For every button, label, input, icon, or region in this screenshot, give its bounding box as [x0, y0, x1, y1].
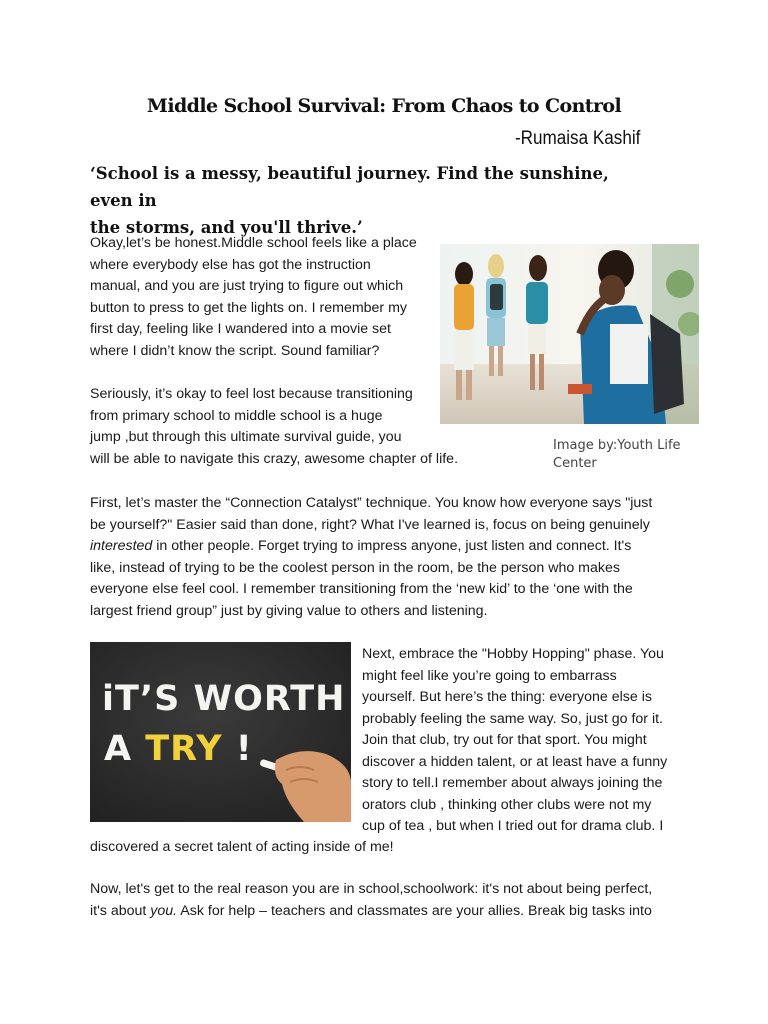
article-title: Middle School Survival: From Chaos to Control [146, 95, 622, 117]
text-line [90, 536, 675, 558]
text-line: be yourself?" Easier said than done, right? What I've learned is, focus on being genuinely [90, 516, 650, 533]
text-line: story to tell.I remember about always joining the [362, 775, 663, 791]
text-line: Seriously, it’s okay to feel lost because transitioning [90, 386, 413, 402]
pull-quote-line: ‘School is a messy, beautiful journey. Find the sunshine, even in [90, 164, 609, 210]
chalk-text-line1: iT’S WORTH [102, 679, 346, 719]
pull-quote [90, 160, 650, 241]
text-line: might feel like you’re going to embarrass [362, 667, 617, 684]
text-line: where I didn’t know the script. Sound familiar? [90, 342, 380, 359]
chalk-text-try: TRY [145, 729, 223, 769]
text-line: manual, and you are just trying to figure out which [90, 278, 404, 294]
text-line: orators club , thinking other clubs were not my [362, 796, 652, 813]
text-line: cup of tea , but when I tried out for drama club. I [362, 818, 664, 834]
intro-paragraph [90, 233, 435, 362]
hallway-photo-illustration [440, 244, 699, 424]
chalkboard-illustration [90, 642, 351, 822]
text-line: will be able to navigate this crazy, awesome chapter of life. [90, 450, 459, 467]
text-line: button to press to get the lights on. I remember my [90, 299, 408, 316]
text-line: Join that club, try out for that sport. You might [362, 732, 647, 748]
text-line: probably feeling the same way. So, just go for it. [362, 710, 663, 727]
lost-paragraph [90, 384, 485, 470]
text-line: largest friend group” just by giving value to others and listening. [90, 602, 488, 619]
text-line: everyone else feel cool. I remember transitioning from the ‘new kid’ to the ‘one with the [90, 581, 633, 597]
caption-line: Image by:Youth Life [553, 438, 681, 453]
hobby-paragraph [362, 644, 682, 838]
hobby-paragraph-tail: discovered a secret talent of acting inside of me! [90, 839, 394, 855]
emphasis-text: interested [90, 538, 153, 554]
text-line: where everybody else has got the instruction [90, 256, 371, 273]
text-line: discover a hidden talent, or at least have a funny [362, 753, 668, 770]
text-span: in other people. Forget trying to impress anyone, just listen and connect. It's [152, 538, 632, 554]
text-line: like, instead of trying to be the coolest person in the room, be the person who makes [90, 559, 620, 576]
pull-quote-line: the storms, and you'll thrive.’ [90, 218, 363, 237]
article-author: -Rumaisa Kashif [514, 128, 640, 149]
caption-line: Center [553, 456, 597, 471]
connection-paragraph [90, 493, 675, 622]
text-line: Now, let's get to the real reason you are in school,schoolwork: it's not about being perfect, [90, 881, 653, 897]
schoolwork-paragraph [90, 879, 685, 922]
chalk-text-a: A [104, 729, 146, 769]
text-line: first day, feeling like I wandered into a movie set [90, 321, 391, 337]
text-line: from primary school to middle school is a huge [90, 407, 383, 424]
chalkboard-photo [90, 642, 351, 822]
image-caption [553, 437, 703, 473]
chalk-text-exclaim: ! [222, 729, 253, 769]
emphasis-text: you. [150, 902, 178, 919]
text-line [90, 901, 685, 923]
text-line: yourself. But here’s the thing: everyone else is [362, 689, 652, 705]
text-line: jump ,but through this ultimate survival guide, you [90, 429, 402, 445]
text-line: Okay,let’s be honest.Middle school feels like a place [90, 235, 417, 251]
text-line: Next, embrace the "Hobby Hopping" phase. You [362, 646, 664, 662]
text-span: it's about [90, 902, 151, 919]
chalk-text-line2 [104, 729, 253, 769]
text-span: Ask for help – teachers and classmates are your allies. Break big tasks into [177, 902, 652, 919]
text-line: First, let’s master the “Connection Catalyst” technique. You know how everyone says "just [90, 495, 653, 511]
hallway-students-photo [440, 244, 699, 424]
